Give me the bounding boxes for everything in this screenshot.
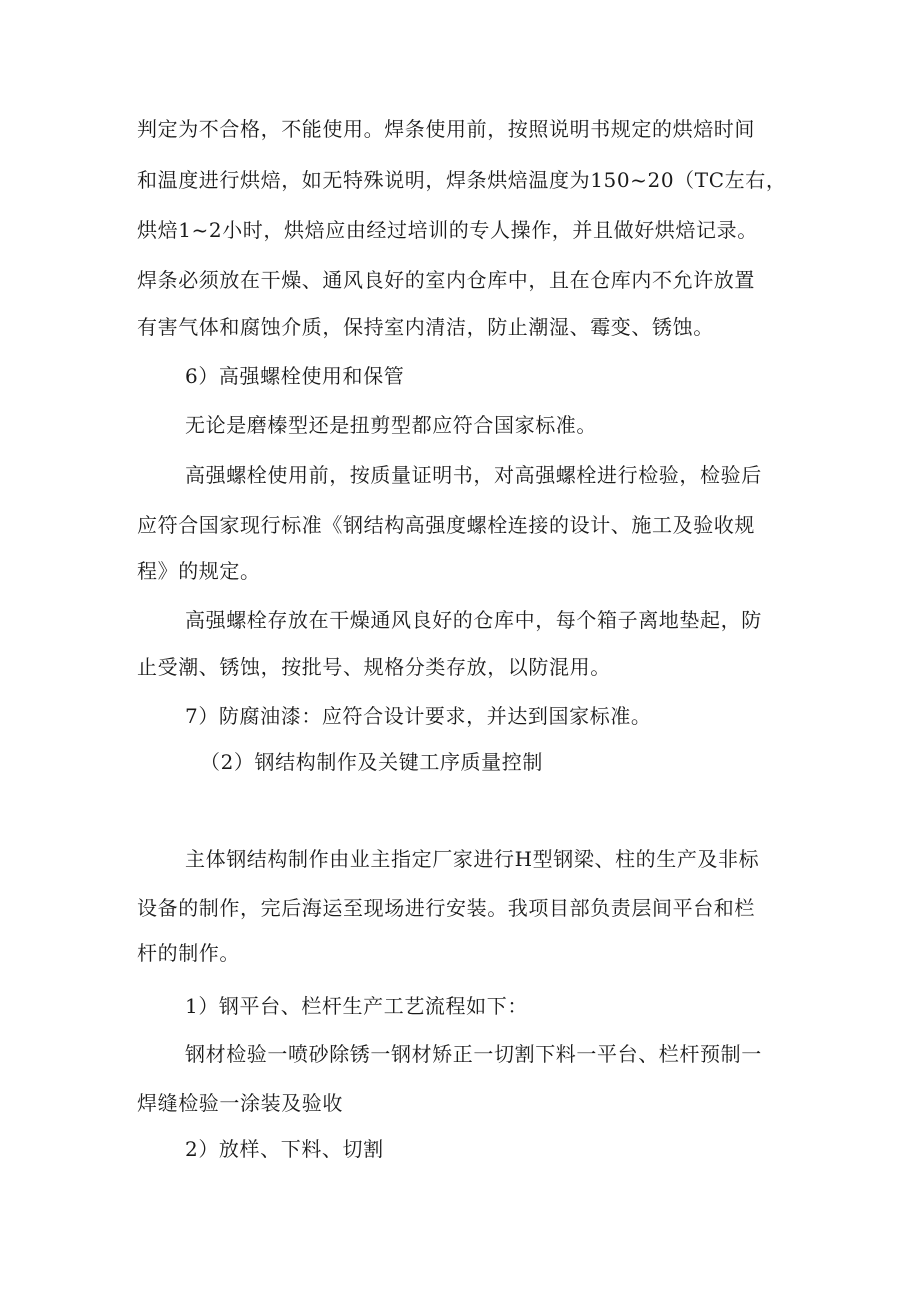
body-text-line: 判定为不合格，不能使用。焊条使用前，按照说明书规定的烘焙时间 [137, 117, 755, 141]
body-text-line: 焊条必须放在干燥、通风良好的室内仓库中，且在仓库内不允许放置 [137, 268, 755, 292]
body-text-line: 有害气体和腐蚀介质，保持室内清洁，防止潮湿、霉变、锈蚀。 [137, 315, 714, 339]
section-heading: （2）钢结构制作及关键工序质量控制 [200, 750, 543, 774]
body-text-line: 无论是磨榛型还是扭剪型都应符合国家标准。 [185, 413, 597, 437]
section-heading: 2）放样、下料、切割 [185, 1137, 384, 1161]
body-text-line: 烘焙1~2小时，烘焙应由经过培训的专人操作，并且做好烘焙记录。 [137, 218, 758, 242]
body-text-line: 高强螺栓存放在干燥通风良好的仓库中，每个箱子离地垫起，防 [185, 608, 762, 632]
body-text-line: 杆的制作。 [137, 941, 240, 965]
body-text-line: 止受潮、锈蚀，按批号、规格分类存放，以防混用。 [137, 655, 611, 679]
section-heading: 6）高强螺栓使用和保管 [185, 364, 405, 388]
body-text-line: 主体钢结构制作由业主指定厂家进行H型钢梁、柱的生产及非标 [185, 847, 760, 871]
section-heading: 1）钢平台、栏杆生产工艺流程如下： [185, 994, 528, 1018]
body-text-line: 焊缝检验一涂装及验收 [137, 1091, 343, 1115]
body-text-line: 和温度进行烘焙，如无特殊说明，焊条烘焙温度为150~20（TC左右， [137, 168, 787, 192]
body-text-line: 设备的制作，完后海运至现场进行安装。我项目部负责层间平台和栏 [137, 896, 755, 920]
section-heading: 7）防腐油漆：应符合设计要求，并达到国家标准。 [185, 704, 652, 728]
body-text-line: 应符合国家现行标准《钢结构高强度螺栓连接的设计、施工及验收规 [137, 513, 755, 537]
body-text-line: 钢材检验一喷砂除锈一钢材矫正一切割下料一平台、栏杆预制一 [185, 1042, 762, 1066]
body-text-line: 高强螺栓使用前，按质量证明书，对高强螺栓进行检验，检验后 [185, 463, 762, 487]
body-text-line: 程》的规定。 [137, 559, 261, 583]
